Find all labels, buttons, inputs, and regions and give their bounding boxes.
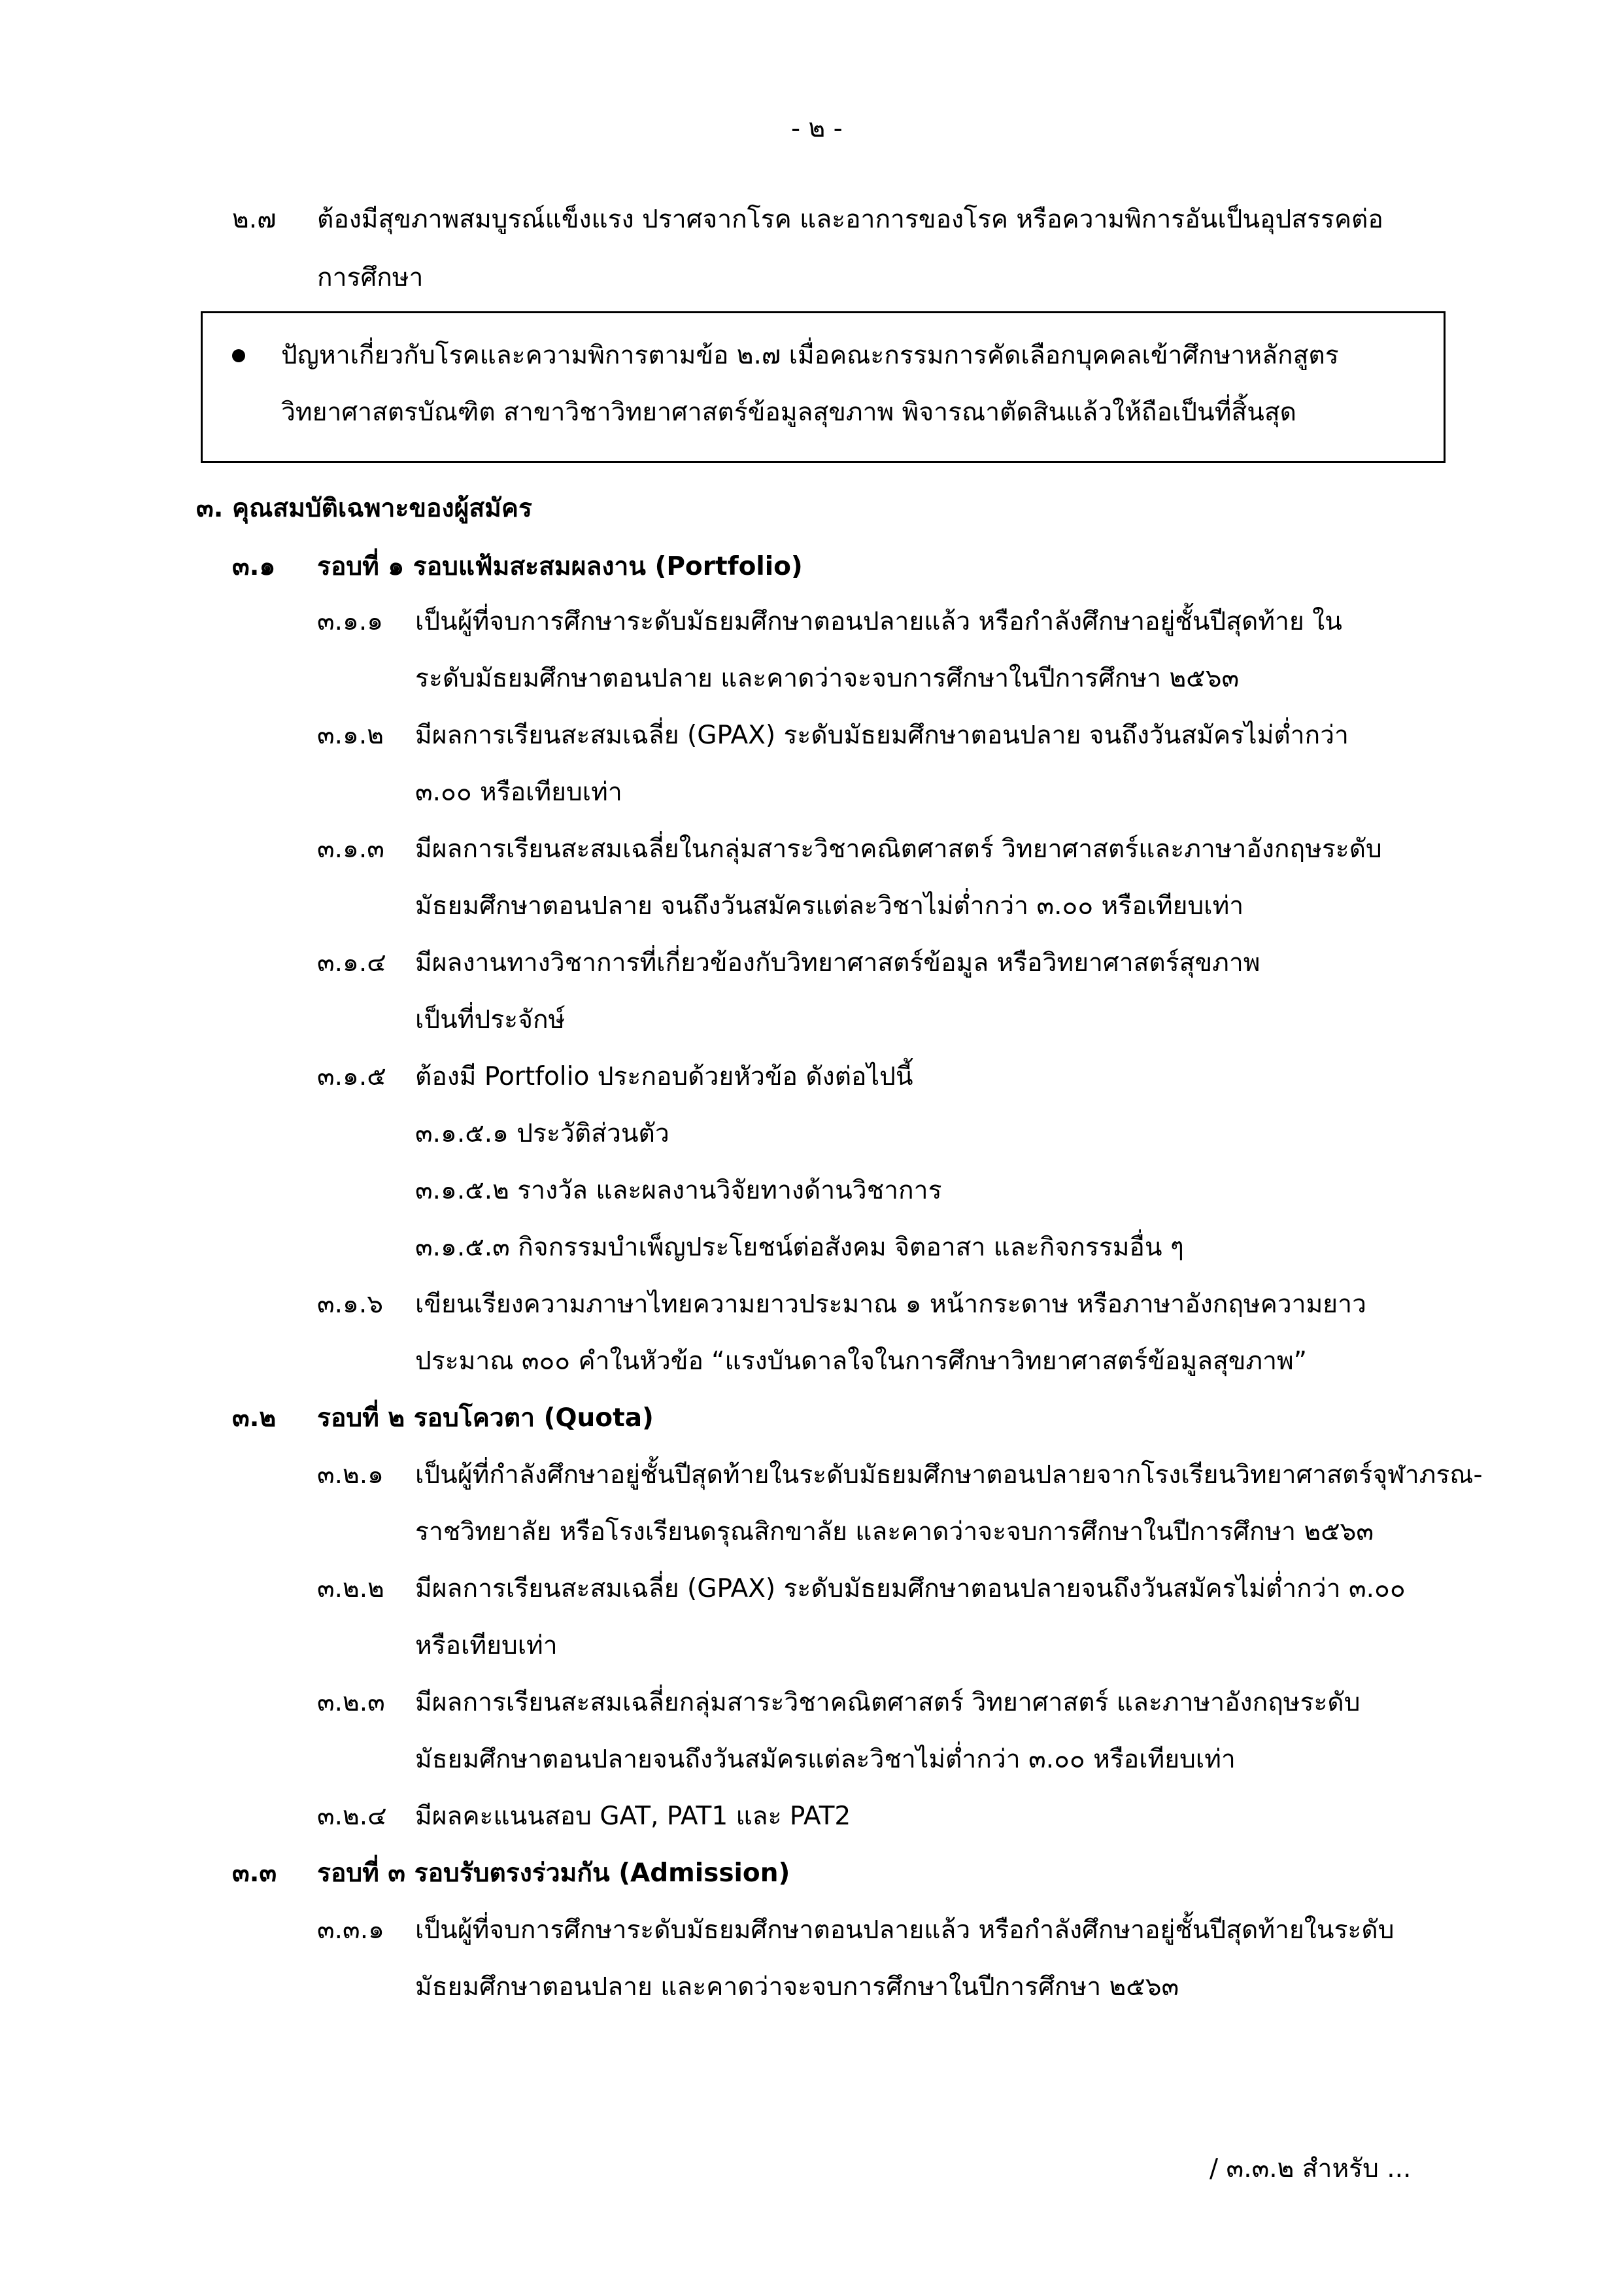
item-text: ราชวิทยาลัย หรือโรงเรียนดรุณสิกขาลัย และคาดว่าจะจบการศึกษาในปีการศึกษา ๒๕๖๓ [415, 1517, 1374, 1547]
subsection-number: ๓.๒ [232, 1403, 277, 1433]
item-number: ๓.๒.๒ [317, 1574, 384, 1603]
item-number: ๓.๒.๔ [317, 1802, 387, 1831]
item-text: ต้องมีสุขภาพสมบูรณ์แข็งแรง ปราศจากโรค และอาการของโรค หรือความพิการอันเป็นอุปสรรคต่อ [317, 205, 1383, 234]
item-text: เป็นที่ประจักษ์ [415, 1005, 566, 1035]
subsection-number: ๓.๑ [232, 552, 276, 581]
item-text: ต้องมี Portfolio ประกอบด้วยหัวข้อ ดังต่อไปนี้ [415, 1062, 913, 1091]
item-number: ๒.๗ [232, 205, 277, 234]
item-text: มัธยมศึกษาตอนปลายจนถึงวันสมัครแต่ละวิชาไม่ต่ำกว่า ๓.๐๐ หรือเทียบเท่า [415, 1745, 1236, 1774]
item-text: เป็นผู้ที่จบการศึกษาระดับมัธยมศึกษาตอนปลายแล้ว หรือกำลังศึกษาอยู่ชั้นปีสุดท้ายในระดับ [415, 1915, 1395, 1945]
item-text: ระดับมัธยมศึกษาตอนปลาย และคาดว่าจะจบการศึกษาในปีการศึกษา ๒๕๖๓ [415, 664, 1240, 693]
continuation-note: / ๓.๓.๒ สำหรับ ... [1210, 2154, 1412, 2183]
item-number: ๓.๑.๖ [317, 1290, 383, 1319]
subsection-number: ๓.๓ [232, 1858, 277, 1888]
note-box [201, 311, 1446, 463]
item-text: มีผลงานทางวิชาการที่เกี่ยวข้องกับวิทยาศาสตร์ข้อมูล หรือวิทยาศาสตร์สุขภาพ [415, 948, 1260, 978]
item-number: ๓.๑.๒ [317, 721, 384, 750]
item-number: ๓.๑.๕ [317, 1062, 386, 1091]
item-text: มัธยมศึกษาตอนปลาย จนถึงวันสมัครแต่ละวิชาไม่ต่ำกว่า ๓.๐๐ หรือเทียบเท่า [415, 891, 1244, 921]
item-text: เขียนเรียงความภาษาไทยความยาวประมาณ ๑ หน้ากระดาษ หรือภาษาอังกฤษความยาว [415, 1290, 1366, 1319]
item-number: ๓.๑.๑ [317, 607, 383, 636]
subsection-title: รอบที่ ๒ รอบโควตา (Quota) [317, 1403, 654, 1433]
sub-item: ๓.๑.๕.๑ ประวัติส่วนตัว [415, 1119, 669, 1148]
item-text: ๓.๐๐ หรือเทียบเท่า [415, 778, 622, 807]
page-number: - ๒ - [791, 114, 843, 143]
item-text: มีผลการเรียนสะสมเฉลี่ยในกลุ่มสาระวิชาคณิตศาสตร์ วิทยาศาสตร์และภาษาอังกฤษระดับ [415, 834, 1382, 864]
item-text: มีผลการเรียนสะสมเฉลี่ยกลุ่มสาระวิชาคณิตศาสตร์ วิทยาศาสตร์ และภาษาอังกฤษระดับ [415, 1688, 1361, 1717]
sub-item: ๓.๑.๕.๒ รางวัล และผลงานวิจัยทางด้านวิชาการ [415, 1176, 942, 1205]
item-text: มีผลคะแนนสอบ GAT, PAT1 และ PAT2 [415, 1802, 851, 1831]
subsection-title: รอบที่ ๑ รอบแฟ้มสะสมผลงาน (Portfolio) [317, 552, 803, 581]
item-text: เป็นผู้ที่กำลังศึกษาอยู่ชั้นปีสุดท้ายในระดับมัธยมศึกษาตอนปลายจากโรงเรียนวิทยาศาสตร์จุฬาภรณ- [415, 1460, 1483, 1490]
subsection-title: รอบที่ ๓ รอบรับตรงร่วมกัน (Admission) [317, 1858, 790, 1888]
item-number: ๓.๑.๓ [317, 834, 384, 864]
item-number: ๓.๒.๑ [317, 1460, 384, 1490]
item-text: เป็นผู้ที่จบการศึกษาระดับมัธยมศึกษาตอนปลายแล้ว หรือกำลังศึกษาอยู่ชั้นปีสุดท้าย ใน [415, 607, 1342, 636]
note-text: ปัญหาเกี่ยวกับโรคและความพิการตามข้อ ๒.๗ เมื่อคณะกรรมการคัดเลือกบุคคลเข้าศึกษาหลักสูตร [281, 341, 1339, 370]
item-number: ๓.๑.๔ [317, 948, 386, 978]
item-text: การศึกษา [317, 263, 424, 292]
sub-item: ๓.๑.๕.๓ กิจกรรมบำเพ็ญประโยชน์ต่อสังคม จิตอาสา และกิจกรรมอื่น ๆ [415, 1233, 1184, 1262]
item-text: หรือเทียบเท่า [415, 1631, 558, 1660]
item-text: มีผลการเรียนสะสมเฉลี่ย (GPAX) ระดับมัธยมศึกษาตอนปลาย จนถึงวันสมัครไม่ต่ำกว่า [415, 721, 1349, 750]
item-text: มีผลการเรียนสะสมเฉลี่ย (GPAX) ระดับมัธยมศึกษาตอนปลายจนถึงวันสมัครไม่ต่ำกว่า ๓.๐๐ [415, 1574, 1406, 1603]
bullet-icon [232, 349, 245, 362]
item-text: ประมาณ ๓๐๐ คำในหัวข้อ “แรงบันดาลใจในการศึกษาวิทยาศาสตร์ข้อมูลสุขภาพ” [415, 1346, 1307, 1376]
item-number: ๓.๒.๓ [317, 1688, 385, 1717]
note-text: วิทยาศาสตรบัณฑิต สาขาวิชาวิทยาศาสตร์ข้อมูลสุขภาพ พิจารณาตัดสินแล้วให้ถือเป็นที่สิ้นสุด [281, 398, 1296, 427]
item-text: มัธยมศึกษาตอนปลาย และคาดว่าจะจบการศึกษาในปีการศึกษา ๒๕๖๓ [415, 1972, 1179, 2002]
item-number: ๓.๓.๑ [317, 1915, 384, 1945]
section-heading: ๓. คุณสมบัติเฉพาะของผู้สมัคร [196, 494, 532, 523]
